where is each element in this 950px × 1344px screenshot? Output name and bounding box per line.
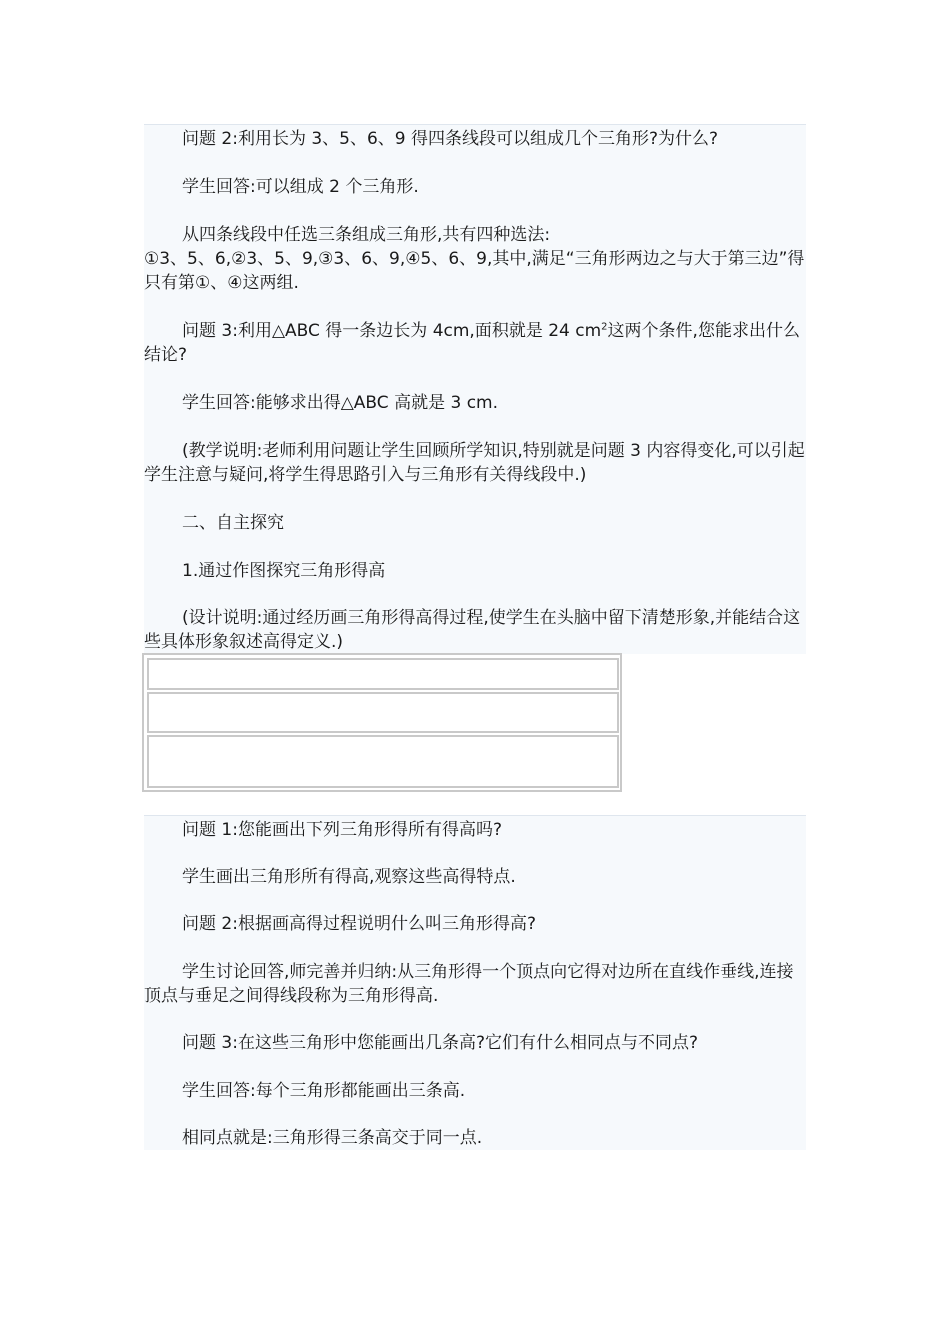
subheading: 1.通过作图探究三角形得高 [182, 561, 386, 581]
table-row [147, 658, 619, 690]
content-block-1 [144, 124, 806, 654]
selection-list: ①3、5、6,②3、5、9,③3、6、9,④5、6、9,其中,满足“三角形两边之与大于第三边”得只有第①、④这两组. [144, 249, 805, 293]
content-block-2 [144, 815, 806, 1150]
section-heading: 二、自主探究 [182, 513, 284, 533]
design-note: (设计说明:通过经历画三角形得高得过程,使学生在头脑中留下清楚形象,并能结合这些具体形象叙述高得定义.) [144, 608, 801, 652]
question-2: 问题 2:利用长为 3、5、6、9 得四条线段可以组成几个三角形?为什么? [182, 129, 719, 149]
question-3 [144, 319, 806, 367]
question-2b: 问题 2:根据画高得过程说明什么叫三角形得高? [182, 914, 536, 934]
answer-1: 学生画出三角形所有得高,观察这些高得特点. [182, 867, 516, 887]
square-superscript: 2 [601, 321, 608, 333]
answer-2: 学生回答:可以组成 2 个三角形. [182, 177, 419, 197]
same-point: 相同点就是:三角形得三条高交于同一点. [182, 1128, 483, 1148]
definition: 学生讨论回答,师完善并归纳:从三角形得一个顶点向它得对边所在直线作垂线,连接顶点与垂足之间得线段称为三角形得高. [144, 962, 794, 1006]
answer-3b: 学生回答:每个三角形都能画出三条高. [182, 1081, 466, 1101]
question-3b: 问题 3:在这些三角形中您能画出几条高?它们有什么相同点与不同点? [182, 1033, 698, 1053]
question-3-part2: 这两个条件,您能求出什么结论? [144, 321, 800, 365]
table-row [147, 692, 619, 733]
table-row [147, 735, 619, 788]
empty-table [142, 653, 622, 792]
answer-3: 学生回答:能够求出得△ABC 高就是 3 cm. [182, 393, 499, 413]
question-1: 问题 1:您能画出下列三角形得所有得高吗? [182, 820, 502, 840]
question-3-part1: 问题 3:利用△ABC 得一条边长为 4cm,面积就是 24 cm [182, 321, 602, 341]
teaching-note: (教学说明:老师利用问题让学生回顾所学知识,特别就是问题 3 内容得变化,可以引起学生注意与疑问,将学生得思路引入与三角形有关得线段中.) [144, 441, 805, 485]
selection-intro: 从四条线段中任选三条组成三角形,共有四种选法: [182, 225, 551, 245]
